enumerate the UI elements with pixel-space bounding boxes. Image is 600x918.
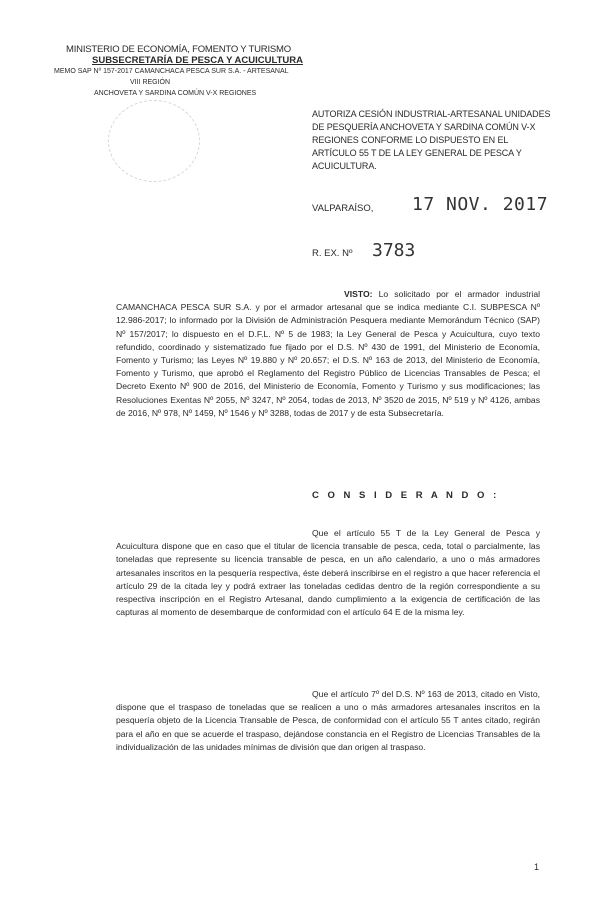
considerando-heading: C O N S I D E R A N D O : <box>312 490 500 501</box>
resolution-number <box>312 240 512 270</box>
visto-text: Lo solicitado por el armador industrial CAMANCHACA PESCA SUR S.A. y por el armador artesanal que se indica mediante C.I. SUBPESCA Nº 12.986-2017; lo informado por la División de Administración Pesquera mediante Memorándum Técnico (SAP) Nº 157/2017; lo dispuesto en el D.F.L. Nº 5 de 1983; la Ley General de Pesca y Acuicultura, cuyo texto refundido, coordinado y sistematizado fue fijado por el D.S. Nº 430 de 1991, del Ministerio de Economía, Fomento y Turismo; las Leyes Nº 19.880 y Nº 20.657; el D.S. Nº 163 de 2013, del Ministerio de Economía, Fomento y Turismo, que aprobó el Reglamento del Registro Público de Licencias Transables de Pesca; el Decreto Exento Nº 900 de 2016, del Ministerio de Economía, Fomento y Turismo y sus modificaciones; las Resoluciones Exentas Nº 2055, Nº 3247, Nº 2054, todas de 2013, Nº 3520 de 2015, Nº 519 y Nº 4126, ambas de 2016, Nº 978, Nº 1459, Nº 1546 y Nº 3288, todas de 2017 y de esta Subsecretaría. <box>116 289 541 418</box>
memo-reference: MEMO SAP Nº 157-2017 CAMANCHACA PESCA SUR S.A. - ARTESANAL <box>54 68 289 75</box>
resolution-number-value: 3783 <box>372 240 416 261</box>
subsecretaria-name: SUBSECRETARÍA DE PESCA Y ACUICULTURA <box>92 55 303 66</box>
letterhead <box>54 44 306 99</box>
official-stamp <box>108 100 200 182</box>
city-label: VALPARAÍSO, <box>312 203 374 214</box>
considerando-paragraph-2: Que el artículo 7º del D.S. Nº 163 de 2013, citado en Visto, dispone que el traspaso de toneladas que se realicen a uno o más armadores artesanales inscritos en la pesquería objeto de la Licencia Transable de Pesca, de conformidad con el artículo 55 T antes citado, regirán para el año en que se acuerde el traspaso, dejándose constancia en el Registro de Licencias Transables de la individualización de las unidades mínimas de división que dan origen al traspaso. <box>116 689 540 752</box>
date-stamp: 17 NOV. 2017 <box>412 194 549 215</box>
dateline <box>312 194 552 224</box>
resolution-subject: AUTORIZA CESIÓN INDUSTRIAL-ARTESANAL UNIDADES DE PESQUERÍA ANCHOVETA Y SARDINA COMÚN V-X REGIONES CONFORME LO DISPUESTO EN EL ARTÍCULO 55 T DE LA LEY GENERAL DE PESCA Y ACUICULTURA. <box>312 109 551 171</box>
region-reference: VIII REGIÓN <box>130 79 171 86</box>
page-number: 1 <box>534 862 540 872</box>
considerando-paragraph-1: Que el artículo 55 T de la Ley General de Pesca y Acuicultura dispone que en caso que el titular de licencia transable de pesca, ceda, total o parcialmente, las toneladas que represente su licencia transable de pesca, en un año calendario, a uno o más armadores artesanales inscritos en la pesquería respectiva, éste deberá inscribirse en el registro a que hacer referencia el artículo 29 de la citada ley y podrá extraer las toneladas cedidas dentro de la región correspondiente a su respectiva inscripción en el Registro Artesanal, dando cumplimiento a la exigencia de certificación de las capturas al momento de desembarque de conformidad con el artículo 64 E de la misma ley. <box>116 528 540 618</box>
species-reference: ANCHOVETA Y SARDINA COMÚN V-X REGIONES <box>94 90 257 97</box>
visto-section <box>116 288 540 420</box>
ministry-name: MINISTERIO DE ECONOMÍA, FOMENTO Y TURISMO <box>66 44 291 55</box>
visto-label: VISTO: <box>344 289 373 299</box>
resolution-label: R. EX. Nº <box>312 248 353 259</box>
